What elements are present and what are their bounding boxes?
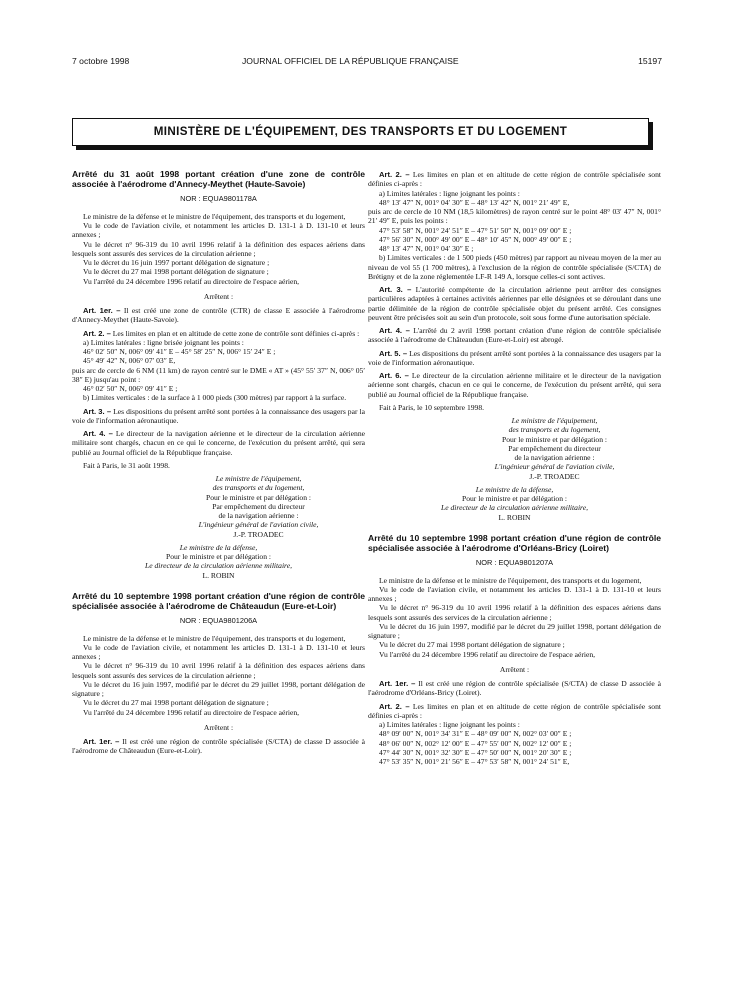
visa: Vu le décret du 27 mai 1998 portant délégation de signature ; — [83, 267, 269, 277]
visa: Vu le code de l'aviation civile, et notamment les articles D. 131-1 à D. 131-10 et leurs annexes ; — [72, 642, 365, 662]
lateral-limits: a) Limites latérales : ligne joignant les points : — [379, 188, 520, 198]
coordinates: 47° 53′ 58″ N, 001° 24′ 51″ E – 47° 51′ 50″ N, 001° 09′ 00″ E ; — [379, 225, 572, 235]
coordinates: 48° 06′ 00″ N, 002° 12′ 00″ E – 47° 55′ 00″ N, 002° 12′ 00″ E ; — [379, 738, 572, 748]
visa: Vu l'arrêté du 24 décembre 1996 relatif au directoire de l'espace aérien, — [83, 276, 300, 286]
signature-block: Le ministre de l'équipement, des transports et du logement, Pour le ministre et par délégation : Par empêchement du directeur de la navigation aérienne : L'ingénieur général de l'aviation civile, J.-P. TROADEC — [494, 416, 615, 481]
preamble: Le ministre de la défense et le ministre de l'équipement, des transports et du logement, — [83, 633, 346, 643]
decree-title: Arrêté du 31 août 1998 portant création d'une zone de contrôle associée à l'aérodrome d'Annecy-Meythet (Haute-Savoie) — [72, 169, 365, 189]
article-2: Art. 2. – Les limites en plan et en altitude de cette région de contrôle spécialisée sont définies ci-après : — [368, 170, 661, 189]
coordinates: 48° 09′ 00″ N, 001° 34′ 31″ E – 48° 09′ 00″ N, 002° 03′ 00″ E ; — [379, 729, 572, 739]
article-5: Art. 5. – Les dispositions du présent arrêté sont portées à la connaissance des usagers par la voie de l'information aéronautique. — [368, 348, 662, 367]
visa: Vu le décret n° 96-319 du 10 avril 1996 relatif à la définition des espaces aériens dans lesquels sont assurés des services de la circulation aérienne ; — [72, 239, 365, 258]
article-4: Art. 4. – Le directeur de la navigation aérienne et le directeur de la circulation aérienne militaire sont chargés, chacun en ce qui le concerne, de l'exécution du présent arrêté, qui sera publié au Journal officiel de la République française. — [72, 429, 365, 457]
coordinates: 46° 02′ 50″ N, 006° 09′ 41″ E ; — [83, 384, 178, 394]
visa: Vu le décret du 27 mai 1998 portant délégation de signature ; — [379, 640, 565, 650]
article-2: Art. 2. – Les limites en plan et en altitude de cette zone de contrôle sont définies ci-après : — [83, 328, 360, 338]
article-4: Art. 4. – L'arrêté du 2 avril 1998 portant création d'une région de contrôle spécialisée associée à l'aérodrome de Châteaudun (Eure-et-Loir) est abrogé. — [368, 326, 661, 345]
vertical-limits: b) Limites verticales : de la surface à 1 000 pieds (300 mètres) par rapport à la surface. — [83, 393, 347, 403]
coordinates: 48° 13′ 47″ N, 001° 04′ 30″ E – 48° 13′ 42″ N, 001° 21′ 49″ E, — [379, 197, 570, 207]
page-header — [72, 56, 662, 70]
article-3: Art. 3. – L'autorité compétente de la circulation aérienne peut arrêter des consignes particulières adaptées à certaines activités aériennes par elle désignées et se déroulant dans une partie délimitée de la région de contrôle spécialisée objet du présent arrêté. Ces consignes peuvent être précisées soit au sein d'un protocole, soit sous forme d'une autorisation spéciale. — [368, 285, 661, 322]
visa: Vu le code de l'aviation civile, et notamment les articles D. 131-1 à D. 131-10 et leurs annexes ; — [72, 221, 365, 240]
right-column — [368, 170, 661, 766]
visa: Vu le décret du 16 juin 1997, modifié par le décret du 29 juillet 1998, portant délégation de signature ; — [72, 679, 365, 699]
visa: Vu le décret n° 96-319 du 10 avril 1996 relatif à la définition des espaces aériens dans lesquels sont assurés des services de la circulation aérienne ; — [72, 661, 365, 680]
decree-annecy — [72, 170, 365, 580]
preamble: Le ministre de la défense et le ministre de l'équipement, des transports et du logement, — [379, 575, 642, 585]
signature-date: Fait à Paris, le 10 septembre 1998. — [379, 402, 485, 412]
header-page-number: 15197 — [638, 56, 662, 66]
article-1: Art. 1er. – Il est créé une zone de contrôle (CTR) de classe E associée à l'aérodrome d'Annecy-Meythet (Haute-Savoie). — [72, 306, 365, 325]
signature-block: Le ministre de l'équipement, des transports et du logement, Pour le ministre et par délégation : Par empêchement du directeur de la navigation aérienne : L'ingénieur général de l'aviation civile, J.-P. TROADEC — [198, 474, 319, 539]
lateral-limits: a) Limites latérales : ligne brisée joignant les points : — [83, 337, 244, 347]
nor-reference: NOR : EQUA9801178A — [180, 193, 257, 203]
signature-block-defense: Le ministre de la défense, Pour le ministre et par délégation : Le directeur de la circulation aérienne militaire, L. ROBIN — [441, 484, 588, 522]
signature-block-defense: Le ministre de la défense, Pour le ministre et par délégation : Le directeur de la circulation aérienne militaire, L. ROBIN — [145, 542, 292, 580]
article-3: Art. 3. – Les dispositions du présent arrêté sont portées à la connaissance des usagers par la voie de l'information aéronautique. — [72, 406, 366, 425]
visa: Vu le décret du 27 mai 1998 portant délégation de signature ; — [83, 698, 269, 708]
coordinates: 47° 56′ 30″ N, 000° 49′ 00″ E – 48° 10′ 45″ N, 000° 49′ 00″ E ; — [379, 234, 572, 244]
coordinates: puis arc de cercle de 6 NM (11 km) de rayon centré sur le DME « AT » (45° 55′ 37″ N, 006° 05′ 38″ E) jusqu'au point : — [72, 365, 365, 384]
decree-title: Arrêté du 10 septembre 1998 portant création d'une région de contrôle spécialisée associée à l'aérodrome d'Orléans-Bricy (Loiret) — [368, 532, 661, 553]
signature-date: Fait à Paris, le 31 août 1998. — [83, 460, 170, 470]
coordinates: puis arc de cercle de 10 NM (18,5 kilomètres) de rayon centré sur le point 48° 03′ 47″ N, 001° 21′ 49″ E, puis les points : — [368, 207, 661, 226]
article-1: Art. 1er. – Il est créé une région de contrôle spécialisée (S/CTA) de classe D associée à l'aérodrome d'Orléans-Bricy (Loiret). — [368, 679, 661, 698]
decree-chateaudun-continued — [368, 170, 661, 522]
preamble: Le ministre de la défense et le ministre de l'équipement, des transports et du logement, — [83, 211, 346, 221]
ministry-title: MINISTÈRE DE L'ÉQUIPEMENT, DES TRANSPORTS ET DU LOGEMENT — [153, 125, 568, 138]
vertical-limits: b) Limites verticales : de 1 500 pieds (450 mètres) par rapport au niveau moyen de la mer au niveau de vol 55 (1 700 mètres), à l'exclusion de la région de contrôle spécialisée (S/CTA) de Brétigny et de la zone réglementée LF-R 149 A, lorsque celles-ci sont actives. — [368, 253, 661, 281]
visa: Vu le décret du 16 juin 1997 portant délégation de signature ; — [83, 258, 270, 268]
visa: Vu le décret n° 96-319 du 10 avril 1996 relatif à la définition des espaces aériens dans lesquels sont assurés des services de la circulation aérienne ; — [368, 603, 661, 622]
lateral-limits: a) Limites latérales : ligne joignant les points : — [379, 720, 520, 730]
header-date: 7 octobre 1998 — [72, 56, 130, 66]
coordinates: 47° 44′ 30″ N, 001° 32′ 30″ E – 47° 50′ 00″ N, 001° 20′ 30″ E ; — [379, 747, 572, 757]
visa: Vu le code de l'aviation civile, et notamment les articles D. 131-1 à D. 131-10 et leurs annexes ; — [368, 584, 661, 604]
arretent-heading: Arrêtent : — [203, 722, 234, 732]
decree-title: Arrêté du 10 septembre 1998 portant création d'une région de contrôle spécialisée associée à l'aérodrome de Châteaudun (Eure-et-Loir) — [72, 590, 365, 611]
coordinates: 45° 49′ 42″ N, 006° 07′ 03″ E, — [83, 356, 176, 366]
nor-reference: NOR : EQUA9801207A — [475, 557, 554, 567]
nor-reference: NOR : EQUA9801206A — [179, 615, 258, 625]
ministry-banner — [72, 118, 649, 146]
left-column — [72, 170, 365, 756]
visa: Vu le décret du 16 juin 1997, modifié par le décret du 29 juillet 1998, portant délégation de signature ; — [368, 621, 661, 641]
decree-orleans-bricy — [368, 534, 661, 767]
article-2: Art. 2. – Les limites en plan et en altitude de cette région de contrôle spécialisée sont définies ci-après : — [368, 701, 661, 720]
decree-chateaudun — [72, 592, 365, 756]
arretent-heading: Arrêtent : — [499, 664, 530, 674]
article-6: Art. 6. – Le directeur de la circulation aérienne militaire et le directeur de la navigation aérienne sont chargés, chacun en ce qui le concerne, de l'exécution du présent arrêté, qui sera publié au Journal officiel de la République française. — [368, 371, 661, 399]
header-journal-title: JOURNAL OFFICIEL DE LA RÉPUBLIQUE FRANÇAISE — [242, 56, 459, 66]
arretent-heading: Arrêtent : — [203, 291, 234, 301]
coordinates: 46° 02′ 50″ N, 006° 09′ 41″ E – 45° 58′ 25″ N, 006° 15′ 24″ E ; — [83, 347, 276, 357]
article-1: Art. 1er. – Il est créé une région de contrôle spécialisée (S/CTA) de classe D associée à l'aérodrome de Châteaudun (Eure-et-Loir). — [72, 737, 365, 756]
coordinates: 47° 53′ 35″ N, 001° 21′ 56″ E – 47° 53′ 58″ N, 001° 24′ 51″ E, — [379, 757, 570, 767]
coordinates: 48° 13′ 47″ N, 001° 04′ 30″ E ; — [379, 244, 474, 253]
visa: Vu l'arrêté du 24 décembre 1996 relatif au directoire de l'espace aérien, — [83, 707, 300, 717]
visa: Vu l'arrêté du 24 décembre 1996 relatif au directoire de l'espace aérien, — [379, 649, 596, 659]
